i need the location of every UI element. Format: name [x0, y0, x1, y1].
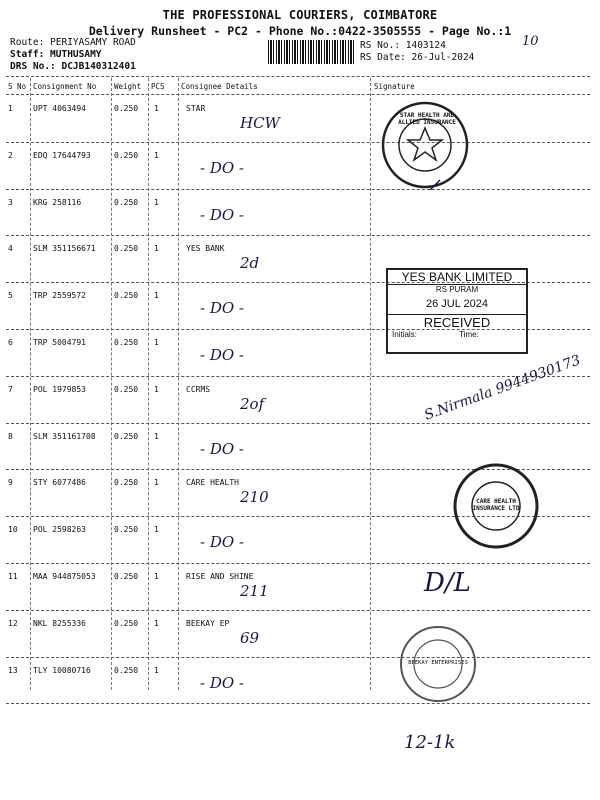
row-consignee: BEEKAY EP	[186, 618, 230, 628]
row-consignment-no: TLY 10080716	[33, 665, 91, 675]
row-consignment-no: UPT 4063494	[33, 104, 86, 113]
row-weight: 0.250	[114, 197, 139, 207]
row-consignment-no: NKL 8255336	[33, 618, 86, 628]
row-weight: 0.250	[114, 384, 139, 394]
row-sno: 5	[8, 291, 13, 301]
row-pcs: 1	[154, 338, 159, 347]
header-bottom-rule	[6, 94, 590, 95]
signature-row7: S.Nirmala 9944930173	[422, 352, 583, 424]
row-consignment-no: TRP 2559572	[33, 291, 86, 301]
rs-date: RS Date: 26-Jul-2024	[360, 52, 475, 63]
row-sno: 2	[8, 150, 13, 160]
row-sno: 6	[8, 338, 13, 347]
row-pcs: 1	[154, 525, 159, 535]
row-sno: 1	[8, 104, 13, 113]
table-row	[0, 611, 600, 657]
drs-label: DRS No.: DCJB140312401	[10, 61, 136, 72]
yes-bank-initials	[388, 330, 526, 339]
yes-bank-stamp	[386, 268, 528, 354]
row-pcs: 1	[154, 618, 159, 628]
row-weight: 0.250	[114, 478, 139, 488]
col-consignee: Consignee Details	[181, 82, 258, 91]
corner-handwriting: 10	[522, 34, 539, 49]
row-consignment-no: TRP 5004791	[33, 338, 86, 347]
row-pcs: 1	[154, 291, 159, 301]
care-health-stamp-text: CARE HEALTH INSURANCE LTD	[472, 498, 520, 512]
row-sno: 13	[8, 665, 18, 675]
row-pcs: 1	[154, 150, 159, 160]
row-weight: 0.250	[114, 665, 139, 675]
col-pcs: PCS	[151, 82, 165, 91]
row-consignment-no: MAA 944875053	[33, 572, 96, 581]
company-title: THE PROFESSIONAL COURIERS, COIMBATORE	[162, 8, 438, 22]
handwritten-note: - DO -	[200, 673, 244, 692]
signature-row11: D/L	[424, 568, 471, 598]
row-consignment-no: STY 6077486	[33, 478, 86, 488]
barcode	[268, 40, 356, 64]
row-consignee: CARE HEALTH	[186, 478, 239, 488]
col-signature: Signature	[374, 82, 415, 91]
initials-label: Initials:	[392, 330, 417, 339]
footer-handwriting: 12-1k	[404, 732, 456, 753]
yes-bank-branch: RS PURAM	[435, 285, 479, 294]
yes-bank-received: RECEIVED	[388, 314, 526, 330]
row-pcs: 1	[154, 478, 159, 488]
table-row	[0, 190, 600, 236]
handwritten-note: - DO -	[200, 299, 244, 318]
row-sno: 10	[8, 525, 18, 535]
handwritten-note: 2d	[240, 254, 260, 273]
time-label: Time:	[459, 330, 479, 339]
handwritten-note: 2of	[240, 394, 265, 413]
handwritten-note: - DO -	[200, 533, 244, 552]
yes-bank-date: 26 JUL 2024	[426, 298, 488, 310]
row-weight: 0.250	[114, 525, 139, 535]
row-pcs: 1	[154, 665, 159, 675]
row-consignee: CCRMS	[186, 384, 211, 394]
row-weight: 0.250	[114, 618, 139, 628]
row-weight: 0.250	[114, 291, 139, 301]
table-row	[0, 658, 600, 704]
staff-label: Staff: MUTHUSAMY	[10, 49, 102, 60]
row-weight: 0.250	[114, 338, 139, 347]
handwritten-note: 69	[240, 628, 260, 647]
row-sno: 12	[8, 618, 18, 628]
row-consignment-no: EDQ 17644793	[33, 150, 91, 160]
row-pcs: 1	[154, 431, 159, 441]
handwritten-note: 210	[240, 488, 269, 507]
row-sno: 9	[8, 478, 13, 488]
row-divider	[6, 703, 590, 704]
runsheet-title: Delivery Runsheet - PC2 - Phone No.:0422-3505555 - Page No.:1	[88, 24, 512, 38]
table-top-rule	[6, 76, 590, 77]
row-sno: 11	[8, 572, 18, 581]
row-consignee: STAR	[186, 104, 206, 113]
route-label: Route: PERIYASAMY ROAD	[10, 37, 136, 48]
star-health-stamp-text: STAR HEALTH AND ALLIED INSURANCE	[398, 112, 456, 126]
row-pcs: 1	[154, 572, 159, 581]
row-pcs: 1	[154, 384, 159, 394]
handwritten-note: - DO -	[200, 158, 244, 177]
row-sno: 3	[8, 197, 13, 207]
col-sno: S No	[8, 82, 27, 91]
row-consignment-no: POL 2598263	[33, 525, 86, 535]
row-consignment-no: SLM 351156671	[33, 244, 96, 254]
row-consignment-no: POL 1979853	[33, 384, 86, 394]
row-consignment-no: KRG 258116	[33, 197, 82, 207]
beekay-stamp-text: BEEKAY ENTERPRISES	[408, 660, 468, 666]
table-row	[0, 96, 600, 142]
row-weight: 0.250	[114, 244, 139, 254]
row-pcs: 1	[154, 244, 159, 254]
yes-bank-name: YES BANK LIMITED	[388, 270, 526, 285]
col-weight: Weight	[114, 82, 142, 91]
row-weight: 0.250	[114, 572, 139, 581]
handwritten-note: - DO -	[200, 346, 244, 364]
handwritten-note: - DO -	[200, 439, 244, 458]
handwritten-note: HCW	[240, 114, 280, 132]
row-weight: 0.250	[114, 150, 139, 160]
row-pcs: 1	[154, 104, 159, 113]
handwritten-note: 211	[240, 582, 269, 600]
row-sno: 7	[8, 384, 13, 394]
table-row	[0, 564, 600, 610]
row-weight: 0.250	[114, 431, 139, 441]
row-consignment-no: SLM 351161708	[33, 431, 96, 441]
row-consignee: YES BANK	[186, 244, 225, 254]
row-pcs: 1	[154, 197, 159, 207]
col-consignment: Consignment No	[33, 82, 97, 91]
handwritten-note: - DO -	[200, 205, 244, 224]
row-consignee: RISE AND SHINE	[186, 572, 254, 581]
rs-number: RS No.: 1403124	[360, 40, 446, 51]
table-row	[0, 143, 600, 189]
row-sno: 4	[8, 244, 13, 254]
row-weight: 0.250	[114, 104, 139, 113]
row-sno: 8	[8, 431, 13, 441]
